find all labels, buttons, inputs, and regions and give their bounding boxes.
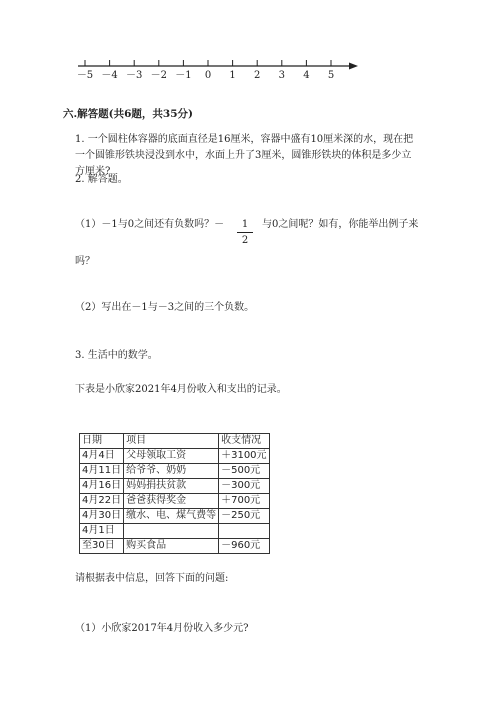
table-header-cell: 收支情况 [219,434,269,449]
q3-instruction: 请根据表中信息，回答下面的问题: [75,573,229,584]
table-cell: ＋700元 [219,494,269,509]
fraction-numerator: 1 [241,219,249,230]
table-cell: 4月22日 [80,494,124,509]
table-row [80,479,270,494]
q2-part2: （2）写出在－1与－3之间的三个负数。 [75,302,255,313]
table-row [80,524,270,539]
table-cell: －500元 [219,464,269,479]
table-row [80,464,270,479]
table-row [80,509,270,524]
number-line-label: －1 [175,70,192,81]
q1-line2: 一个圆锥形铁块浸没到水中，水面上升了3厘米，圆锥形铁块的体积是多少立 [75,150,412,161]
number-line-label: 1 [229,70,236,81]
table-cell: ＋3100元 [219,449,269,464]
table-cell: －250元 [219,509,269,524]
table-row [80,449,270,464]
table-cell: 购买食品 [124,539,219,554]
table-cell [124,524,219,539]
number-line-label: 0 [204,70,212,81]
table-cell: 爸爸获得奖金 [124,494,219,509]
table-header-row [80,434,270,449]
number-line-label: －5 [76,70,94,81]
q3-sub1: （1）小欣家2017年4月份收入多少元? [75,623,249,634]
q2-part1-a: （1）－1与0之间还有负数吗？－ [75,219,225,230]
number-line-label: 4 [303,70,310,81]
table-cell: 4月11日 [80,464,124,479]
table-cell: 4月16日 [80,479,124,494]
q2-part1-c: 吗？ [75,256,95,267]
number-line-label: 2 [254,70,261,81]
q2-part1-b: 与0之间呢？如有，你能举出例子来 [262,219,419,230]
table-cell: －300元 [219,479,269,494]
q1-line3: 方厘米? [75,166,111,177]
table-cell: 4月1日 [80,524,124,539]
section-title: 六.解答题(共6题，共35分) [63,108,194,120]
table-cell: 4月4日 [80,449,124,464]
number-line-label: 3 [278,70,285,81]
number-line-label: 5 [327,70,335,81]
q3-title: 3. 生活中的数学。 [75,350,158,361]
table-cell: －960元 [219,539,269,554]
number-line-label: －4 [101,70,118,81]
q2-title: 2. 解答题。 [75,174,128,185]
table-header-cell: 项目 [124,434,219,449]
table-header-cell: 日期 [80,434,124,449]
table-cell: 父母领取工资 [124,449,219,464]
number-line-label: －2 [150,70,167,81]
q3-intro: 下表是小欣家2021年4月份收入和支出的记录。 [75,384,287,395]
table-cell: 至30日 [80,539,124,554]
table-cell: 妈妈捐扶贫款 [124,479,219,494]
number-line-label: －3 [126,70,143,81]
table-row [80,539,270,554]
income-expense-table [79,433,270,554]
table-cell: 缴水、电、煤气费等 [124,509,219,524]
fraction-one-half [237,218,253,247]
table-cell: 给爷爷、奶奶 [124,464,219,479]
table-cell [219,524,269,539]
table-cell: 4月30日 [80,509,124,524]
fraction-denominator: 2 [241,235,249,246]
q1-line1: 1. 一个圆柱体容器的底面直径是16厘米，容器中盛有10厘米深的水，现在把 [75,134,414,145]
table-row [80,494,270,509]
